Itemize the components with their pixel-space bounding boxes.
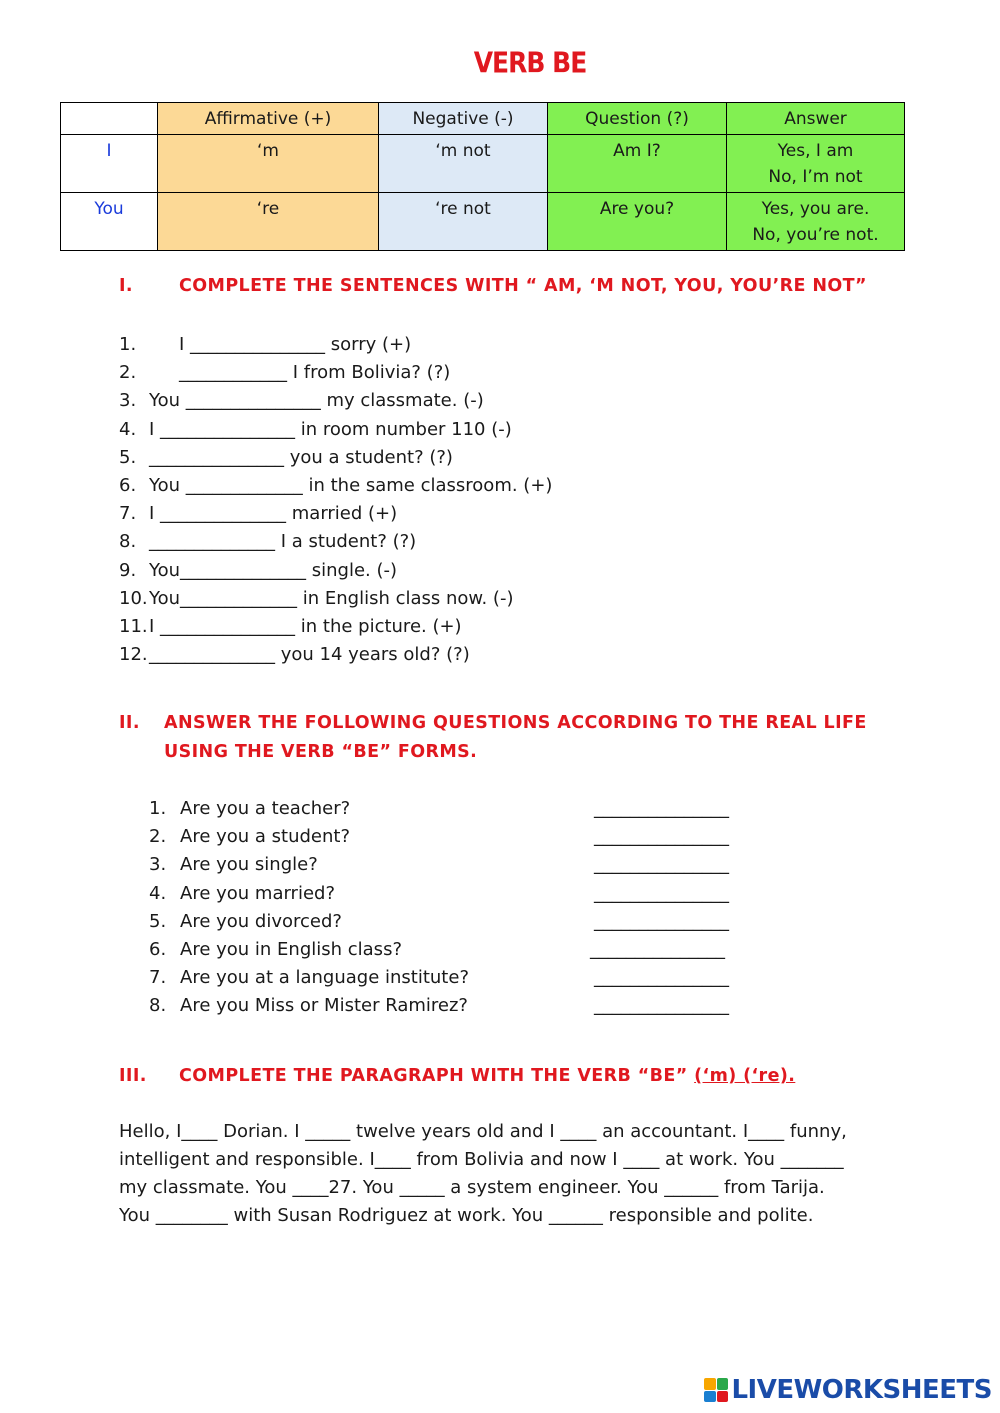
question-text: Are you a student?	[180, 826, 351, 848]
question-text: Are you in English class?	[180, 938, 402, 960]
exercise-item	[119, 416, 819, 444]
exercise-item	[119, 613, 819, 641]
logo-icon	[704, 1378, 728, 1402]
header-question: Question (?)	[548, 103, 727, 135]
item-number: 8.	[119, 531, 137, 553]
answer-blank[interactable]: _______________	[594, 798, 729, 819]
logo-square	[717, 1391, 729, 1403]
item-number: 12.	[119, 644, 148, 666]
item-number: 5.	[149, 910, 167, 932]
question-text: Are you a teacher?	[180, 798, 351, 819]
item-text: You _______________ my classmate. (-)	[149, 390, 484, 412]
question-item	[149, 880, 849, 908]
section-1-number: I.	[119, 276, 133, 296]
item-text: I _______________ sorry (+)	[179, 334, 412, 355]
logo-square	[704, 1378, 716, 1390]
question-item	[149, 936, 849, 964]
item-number: 7.	[119, 503, 137, 525]
question-item	[149, 908, 849, 936]
item-number: 7.	[149, 967, 167, 989]
item-number: 6.	[149, 938, 167, 960]
answer-blank[interactable]: _______________	[590, 938, 725, 960]
exercise-item	[119, 444, 819, 472]
question-item	[149, 851, 849, 879]
item-text: You_____________ in English class now. (-)	[149, 587, 514, 609]
affirmative-cell: ‘m	[158, 135, 379, 193]
item-number: 10.	[119, 587, 148, 609]
item-text: _______________ you a student? (?)	[149, 446, 453, 468]
exercise-item	[119, 500, 819, 528]
conjugation-table	[60, 102, 905, 251]
exercise-item	[119, 472, 819, 500]
question-text: Are you married?	[180, 882, 336, 904]
item-text: You______________ single. (-)	[149, 559, 398, 581]
item-number: 1.	[149, 798, 167, 819]
paragraph-line: intelligent and responsible. I____ from Bolivia and now I ____ at work. You _______	[119, 1149, 844, 1170]
item-text: ______________ I a student? (?)	[149, 531, 417, 553]
question-item	[149, 964, 849, 992]
negative-cell: ‘m not	[379, 135, 548, 193]
answer-no: No, I’m not	[768, 167, 863, 187]
item-number: 2.	[119, 362, 137, 384]
exercise-item	[119, 557, 819, 585]
question-cell: Am I?	[548, 135, 727, 193]
header-negative: Negative (-)	[379, 103, 548, 135]
item-number: 11.	[119, 615, 148, 637]
item-text: I _______________ in the picture. (+)	[149, 615, 462, 637]
section-1-title: COMPLETE THE SENTENCES WITH “ AM, ‘M NOT, YOU, YOU’RE NOT”	[179, 276, 867, 296]
item-number: 5.	[119, 446, 137, 468]
answer-cell	[727, 193, 905, 251]
header-blank-cell	[61, 103, 158, 135]
section-3-number: III.	[119, 1066, 147, 1086]
section-2-number: II.	[119, 713, 140, 733]
section-1-list	[119, 331, 819, 669]
exercise-item	[119, 641, 819, 669]
question-item	[149, 795, 849, 823]
liveworksheets-logo	[704, 1375, 992, 1405]
header-answer: Answer	[727, 103, 905, 135]
exercise-item	[119, 359, 819, 387]
question-cell: Are you?	[548, 193, 727, 251]
answer-blank[interactable]: _______________	[594, 882, 729, 904]
item-number: 2.	[149, 826, 167, 848]
paragraph-line: You ________ with Susan Rodriguez at work. You ______ responsible and polite.	[119, 1205, 814, 1226]
question-text: Are you single?	[180, 854, 318, 876]
question-text: Are you at a language institute?	[180, 967, 469, 989]
section-2-heading	[119, 713, 939, 773]
item-text: ____________ I from Bolivia? (?)	[179, 362, 451, 384]
answer-blank[interactable]: _______________	[594, 995, 729, 1017]
paragraph-exercise	[119, 1118, 949, 1230]
item-text: I ______________ married (+)	[149, 503, 398, 525]
answer-no: No, you’re not.	[752, 225, 879, 245]
paragraph-line: my classmate. You ____27. You _____ a system engineer. You ______ from Tarija.	[119, 1177, 825, 1198]
exercise-item	[119, 585, 819, 613]
pronoun-cell: You	[61, 193, 158, 251]
section-2-title-line1: ANSWER THE FOLLOWING QUESTIONS ACCORDING TO THE REAL LIFE	[164, 713, 867, 733]
exercise-item	[119, 331, 819, 359]
question-text: Are you Miss or Mister Ramirez?	[180, 995, 468, 1017]
logo-text: LIVEWORKSHEETS	[731, 1375, 992, 1405]
answer-cell	[727, 135, 905, 193]
exercise-item	[119, 387, 819, 415]
item-number: 4.	[119, 418, 137, 440]
section-3-title-text: COMPLETE THE PARAGRAPH WITH THE VERB “BE”	[179, 1066, 688, 1086]
question-item	[149, 823, 849, 851]
table-row-you	[61, 193, 905, 251]
answer-blank[interactable]: _______________	[594, 910, 729, 932]
item-text: You _____________ in the same classroom. (+)	[149, 474, 553, 496]
question-text: Are you divorced?	[180, 910, 342, 932]
logo-square	[704, 1391, 716, 1403]
item-text: ______________ you 14 years old? (?)	[149, 644, 470, 666]
exercise-item	[119, 528, 819, 556]
paragraph-line: Hello, I____ Dorian. I _____ twelve years old and I ____ an accountant. I____ funny,	[119, 1121, 847, 1142]
answer-yes: Yes, you are.	[761, 199, 870, 219]
item-number: 3.	[149, 854, 167, 876]
section-2-list	[149, 795, 849, 1021]
item-number: 9.	[119, 559, 137, 581]
question-item	[149, 992, 849, 1020]
table-row-i	[61, 135, 905, 193]
item-number: 4.	[149, 882, 167, 904]
header-affirmative: Affirmative (+)	[158, 103, 379, 135]
page-title: VERB BE	[473, 45, 587, 80]
logo-square	[717, 1378, 729, 1390]
item-number: 8.	[149, 995, 167, 1017]
pronoun-cell: I	[61, 135, 158, 193]
negative-cell: ‘re not	[379, 193, 548, 251]
affirmative-cell: ‘re	[158, 193, 379, 251]
section-3-title-underlined: (‘m) (‘re).	[694, 1066, 796, 1086]
section-3-title	[179, 1066, 795, 1086]
answer-blank[interactable]: _______________	[594, 826, 729, 848]
item-number: 1.	[119, 334, 137, 355]
table-header-row	[61, 103, 905, 135]
section-2-title-line2: USING THE VERB “BE” FORMS.	[164, 742, 478, 762]
item-number: 3.	[119, 390, 137, 412]
answer-blank[interactable]: _______________	[594, 854, 729, 876]
item-text: I _______________ in room number 110 (-)	[149, 418, 512, 440]
answer-blank[interactable]: _______________	[594, 967, 729, 989]
answer-yes: Yes, I am	[777, 141, 854, 161]
item-number: 6.	[119, 474, 137, 496]
